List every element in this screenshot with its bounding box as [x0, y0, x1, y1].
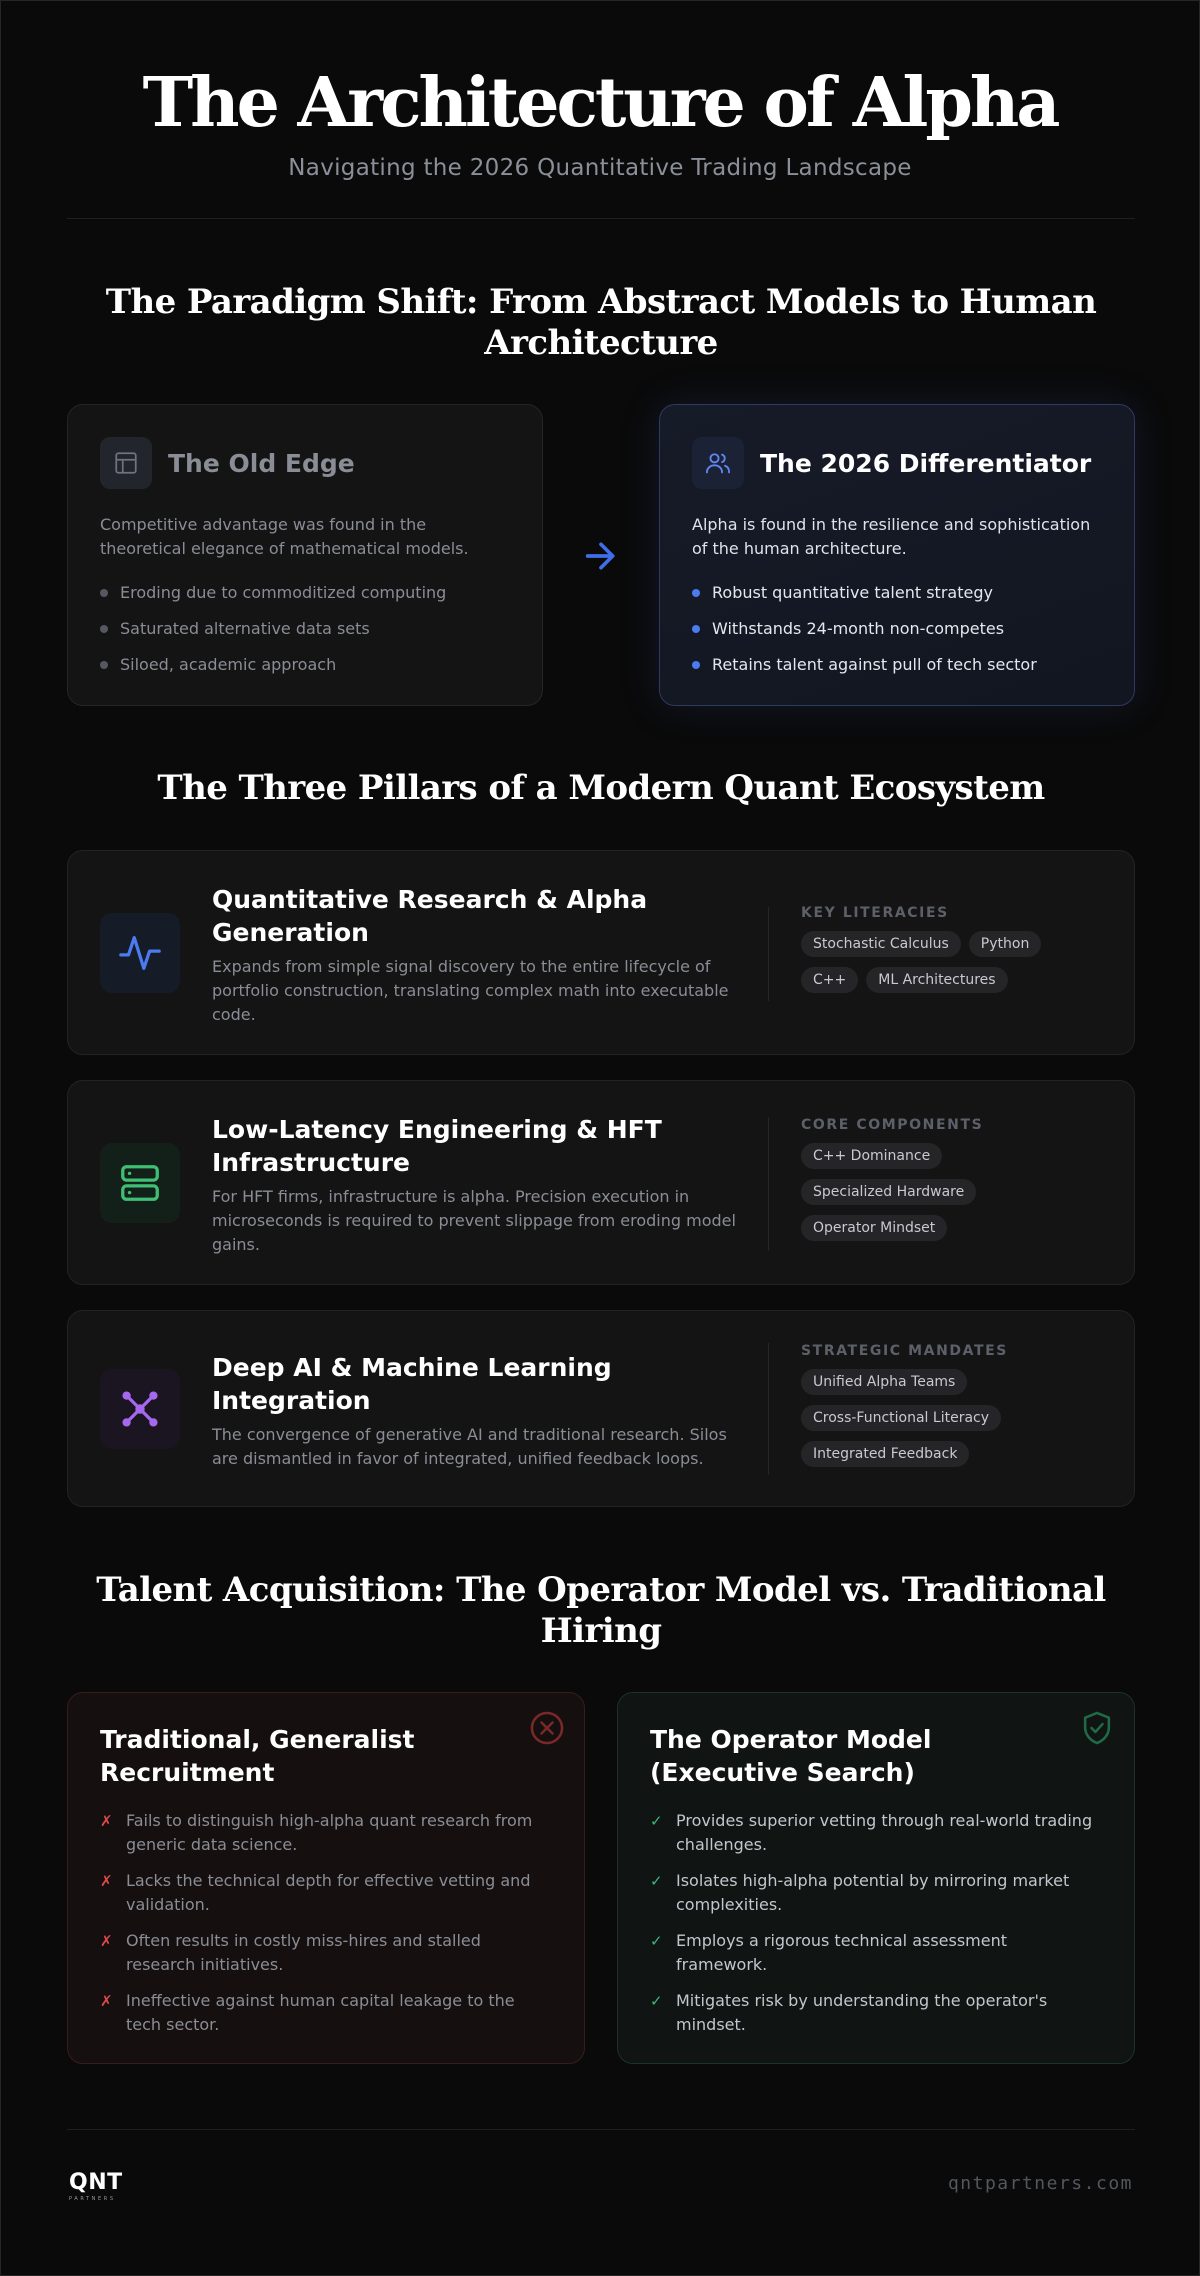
footer-divider	[67, 2129, 1135, 2130]
layout-icon	[100, 437, 152, 489]
pillar-side-label: STRATEGIC MANDATES	[801, 1343, 1008, 1359]
pillars-section-title: The Three Pillars of a Modern Quant Ecosystem	[157, 768, 1045, 808]
pillar-side-label: KEY LITERACIES	[801, 905, 949, 921]
list-item	[100, 1809, 552, 1857]
tag: C++ Dominance	[801, 1143, 942, 1169]
tag: Stochastic Calculus	[801, 931, 961, 957]
list-item	[692, 655, 1102, 675]
pillar-divider	[768, 907, 769, 1001]
differentiator-title: The 2026 Differentiator	[760, 448, 1092, 478]
bullet-dot	[100, 625, 108, 633]
old-edge-description: Competitive advantage was found in the theoretical elegance of mathematical models.	[100, 515, 469, 558]
pillar-title: Quantitative Research & Alpha Generation	[212, 885, 648, 947]
list-item-text: Employs a rigorous technical assessment framework.	[676, 1931, 1008, 1974]
pillar-divider	[768, 1117, 769, 1251]
traditional-title: Traditional, Generalist Recruitment	[100, 1725, 415, 1787]
list-item	[100, 583, 510, 603]
network-icon	[100, 1369, 180, 1449]
list-item-text: Siloed, academic approach	[120, 655, 337, 674]
list-item-text: Isolates high-alpha potential by mirroring market complexities.	[676, 1871, 1070, 1914]
server-icon	[100, 1143, 180, 1223]
pillar-description: The convergence of generative AI and traditional research. Silos are dismantled in favor of integrated, unified feedback loops.	[212, 1425, 727, 1468]
list-item	[692, 583, 1102, 603]
differentiator-card	[659, 404, 1135, 706]
list-item	[100, 1869, 552, 1917]
pillar-card-ai	[67, 1310, 1135, 1507]
list-item-text: Often results in costly miss-hires and stalled research initiatives.	[126, 1931, 481, 1974]
x-mark-icon: ✗	[100, 1932, 113, 1950]
check-mark-icon: ✓	[650, 1992, 663, 2010]
old-edge-title: The Old Edge	[168, 448, 355, 478]
header-divider	[67, 218, 1135, 219]
pillar-card-engineering	[67, 1080, 1135, 1285]
list-item	[100, 1929, 552, 1977]
tag-list	[801, 1369, 1111, 1477]
operator-model-card	[617, 1692, 1135, 2064]
list-item	[100, 1989, 552, 2037]
logo-wordmark: QNT	[69, 2170, 123, 2195]
arrow-right-icon	[581, 536, 621, 580]
bullet-dot	[100, 589, 108, 597]
tag: Python	[969, 931, 1042, 957]
tag: Integrated Feedback	[801, 1441, 969, 1467]
bullet-dot	[692, 661, 700, 669]
tag: Operator Mindset	[801, 1215, 947, 1241]
logo-tagline: PARTNERS	[69, 2196, 116, 2202]
list-item-text: Eroding due to commoditized computing	[120, 583, 447, 602]
page-title: The Architecture of Alpha	[142, 63, 1058, 143]
users-icon	[692, 437, 744, 489]
list-item	[650, 1989, 1102, 2037]
operator-list	[650, 1809, 1102, 2037]
differentiator-list	[692, 583, 1102, 675]
operator-title: The Operator Model (Executive Search)	[650, 1725, 932, 1787]
list-item-text: Robust quantitative talent strategy	[712, 583, 993, 602]
check-mark-icon: ✓	[650, 1812, 663, 1830]
activity-icon	[100, 913, 180, 993]
pillar-divider	[768, 1343, 769, 1475]
list-item-text: Saturated alternative data sets	[120, 619, 370, 638]
bullet-dot	[692, 589, 700, 597]
x-mark-icon: ✗	[100, 1812, 113, 1830]
check-mark-icon: ✓	[650, 1932, 663, 1950]
pillar-title: Low-Latency Engineering & HFT Infrastructure	[212, 1115, 662, 1177]
list-item-text: Ineffective against human capital leakage to the tech sector.	[126, 1991, 515, 2034]
list-item	[650, 1809, 1102, 1857]
pillar-card-research	[67, 850, 1135, 1055]
list-item-text: Fails to distinguish high-alpha quant research from generic data science.	[126, 1811, 533, 1854]
tag: Unified Alpha Teams	[801, 1369, 967, 1395]
tag: Cross-Functional Literacy	[801, 1405, 1001, 1431]
x-mark-icon: ✗	[100, 1872, 113, 1890]
traditional-list	[100, 1809, 552, 2037]
differentiator-description: Alpha is found in the resilience and sophistication of the human architecture.	[692, 515, 1091, 558]
talent-section-title: Talent Acquisition: The Operator Model vs. Traditional Hiring	[96, 1570, 1106, 1651]
list-item-text: Withstands 24-month non-competes	[712, 619, 1005, 638]
list-item	[650, 1929, 1102, 1977]
list-item	[692, 619, 1102, 639]
list-item-text: Provides superior vetting through real-world trading challenges.	[676, 1811, 1093, 1854]
list-item	[650, 1869, 1102, 1917]
tag: Specialized Hardware	[801, 1179, 976, 1205]
list-item-text: Mitigates risk by understanding the operator's mindset.	[676, 1991, 1048, 2034]
list-item-text: Lacks the technical depth for effective vetting and validation.	[126, 1871, 531, 1914]
paradigm-section-title: The Paradigm Shift: From Abstract Models to Human Architecture	[105, 282, 1097, 363]
tag: ML Architectures	[866, 967, 1007, 993]
bullet-dot	[100, 661, 108, 669]
shield-check-icon	[1078, 1709, 1116, 1751]
pillar-description: For HFT firms, infrastructure is alpha. Precision execution in microseconds is required to prevent slippage from eroding model gains.	[212, 1187, 736, 1254]
check-mark-icon: ✓	[650, 1872, 663, 1890]
company-logo	[69, 2171, 123, 2202]
list-item	[100, 655, 510, 675]
page-subtitle: Navigating the 2026 Quantitative Trading Landscape	[288, 155, 912, 181]
tag-list	[801, 1143, 1111, 1251]
x-circle-icon	[528, 1709, 566, 1751]
bullet-dot	[692, 625, 700, 633]
tag-list	[801, 931, 1111, 1003]
tag: C++	[801, 967, 858, 993]
pillar-side-label: CORE COMPONENTS	[801, 1117, 984, 1133]
list-item-text: Retains talent against pull of tech sector	[712, 655, 1037, 674]
old-edge-list	[100, 583, 510, 675]
page-header	[1, 1, 1199, 181]
pillar-title: Deep AI & Machine Learning Integration	[212, 1353, 612, 1415]
website-link[interactable]: qntpartners.com	[947, 2173, 1133, 2194]
list-item	[100, 619, 510, 639]
old-edge-card	[67, 404, 543, 706]
x-mark-icon: ✗	[100, 1992, 113, 2010]
traditional-recruitment-card	[67, 1692, 585, 2064]
pillar-description: Expands from simple signal discovery to the entire lifecycle of portfolio construction, translating complex math into executable code.	[212, 957, 729, 1024]
